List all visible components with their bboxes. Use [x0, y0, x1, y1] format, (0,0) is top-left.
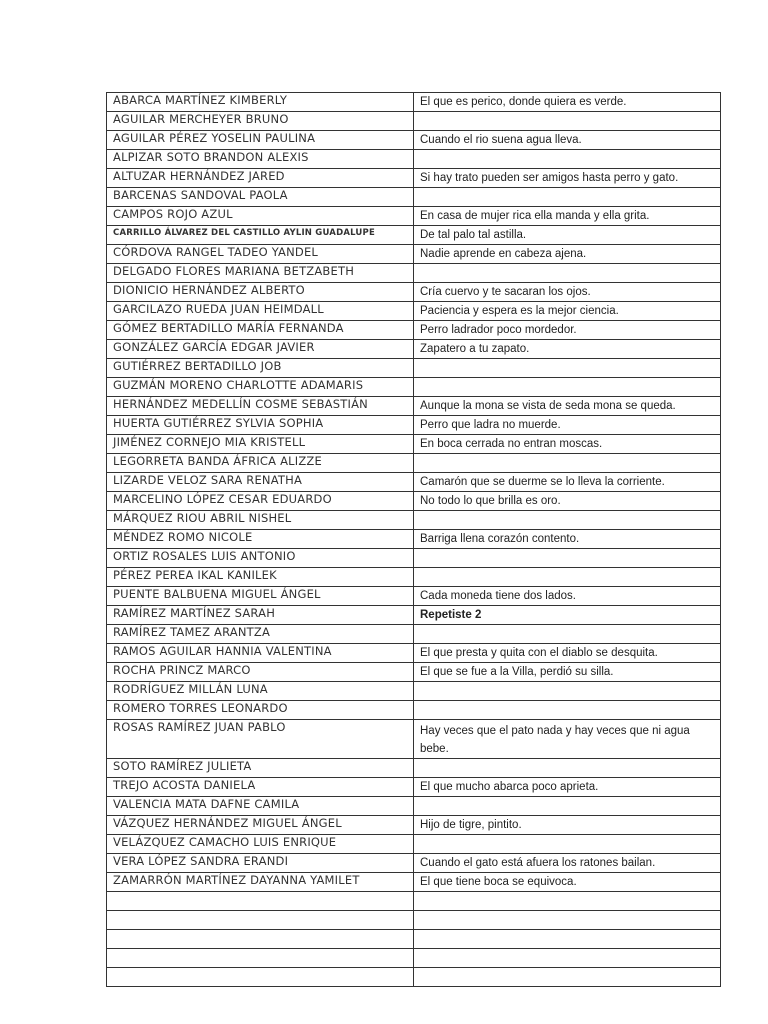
roster-body: [107, 93, 721, 987]
table-row: [107, 264, 721, 283]
saying-cell: [414, 759, 721, 778]
student-name-cell: TREJO ACOSTA DANIELA: [107, 778, 414, 797]
student-name-cell: GONZÁLEZ GARCÍA EDGAR JAVIER: [107, 340, 414, 359]
table-row: [107, 892, 721, 911]
table-row: [107, 854, 721, 873]
student-name-cell: ALPIZAR SOTO BRANDON ALEXIS: [107, 150, 414, 169]
student-name-cell: [107, 892, 414, 911]
student-name-cell: [107, 949, 414, 968]
saying-cell: En casa de mujer rica ella manda y ella grita.: [414, 207, 721, 226]
saying-cell: De tal palo tal astilla.: [414, 226, 721, 245]
roster-table: [106, 92, 721, 987]
saying-cell: Si hay trato pueden ser amigos hasta perro y gato.: [414, 169, 721, 188]
saying-cell: [414, 188, 721, 207]
table-row: [107, 530, 721, 549]
table-row: [107, 568, 721, 587]
saying-cell: [414, 150, 721, 169]
saying-cell: Cada moneda tiene dos lados.: [414, 587, 721, 606]
student-name-cell: DIONICIO HERNÁNDEZ ALBERTO: [107, 283, 414, 302]
student-name-cell: [107, 968, 414, 987]
saying-cell: [414, 682, 721, 701]
student-name-cell: AGUILAR MERCHEYER BRUNO: [107, 112, 414, 131]
saying-cell: No todo lo que brilla es oro.: [414, 492, 721, 511]
student-name-cell: ALTUZAR HERNÁNDEZ JARED: [107, 169, 414, 188]
table-row: [107, 378, 721, 397]
saying-cell: Cuando el gato está afuera los ratones bailan.: [414, 854, 721, 873]
student-name-cell: ROSAS RAMÍREZ JUAN PABLO: [107, 720, 414, 759]
student-name-cell: RAMOS AGUILAR HANNIA VALENTINA: [107, 644, 414, 663]
student-name-cell: CARRILLO ÁLVAREZ DEL CASTILLO AYLIN GUADALUPE: [107, 226, 414, 245]
saying-cell: [414, 892, 721, 911]
table-row: [107, 169, 721, 188]
saying-cell: [414, 378, 721, 397]
student-name-cell: [107, 930, 414, 949]
table-row: [107, 968, 721, 987]
student-name-cell: MÁRQUEZ RIOU ABRIL NISHEL: [107, 511, 414, 530]
saying-cell: [414, 968, 721, 987]
table-row: [107, 454, 721, 473]
student-name-cell: HUERTA GUTIÉRREZ SYLVIA SOPHIA: [107, 416, 414, 435]
saying-cell: [414, 454, 721, 473]
student-name-cell: ROMERO TORRES LEONARDO: [107, 701, 414, 720]
student-name-cell: PÉREZ PEREA IKAL KANILEK: [107, 568, 414, 587]
table-row: [107, 663, 721, 682]
table-row: [107, 416, 721, 435]
student-name-cell: MARCELINO LÓPEZ CESAR EDUARDO: [107, 492, 414, 511]
table-row: [107, 207, 721, 226]
student-name-cell: ROCHA PRINCZ MARCO: [107, 663, 414, 682]
saying-cell: [414, 911, 721, 930]
saying-cell: Perro ladrador poco mordedor.: [414, 321, 721, 340]
table-row: [107, 911, 721, 930]
table-row: [107, 701, 721, 720]
student-name-cell: GÓMEZ BERTADILLO MARÍA FERNANDA: [107, 321, 414, 340]
student-name-cell: CAMPOS ROJO AZUL: [107, 207, 414, 226]
student-name-cell: JIMÉNEZ CORNEJO MIA KRISTELL: [107, 435, 414, 454]
table-row: [107, 188, 721, 207]
student-name-cell: GARCILAZO RUEDA JUAN HEIMDALL: [107, 302, 414, 321]
table-row: [107, 606, 721, 625]
table-row: [107, 835, 721, 854]
student-name-cell: VELÁZQUEZ CAMACHO LUIS ENRIQUE: [107, 835, 414, 854]
saying-cell: [414, 949, 721, 968]
saying-cell: Nadie aprende en cabeza ajena.: [414, 245, 721, 264]
table-row: [107, 682, 721, 701]
student-name-cell: SOTO RAMÍREZ JULIETA: [107, 759, 414, 778]
table-row: [107, 511, 721, 530]
table-row: [107, 644, 721, 663]
student-name-cell: LEGORRETA BANDA ÁFRICA ALIZZE: [107, 454, 414, 473]
saying-cell: Cuando el rio suena agua lleva.: [414, 131, 721, 150]
saying-cell: Camarón que se duerme se lo lleva la corriente.: [414, 473, 721, 492]
student-name-cell: PUENTE BALBUENA MIGUEL ÁNGEL: [107, 587, 414, 606]
saying-cell: Zapatero a tu zapato.: [414, 340, 721, 359]
table-row: [107, 226, 721, 245]
saying-cell: El que mucho abarca poco aprieta.: [414, 778, 721, 797]
student-name-cell: ZAMARRÓN MARTÍNEZ DAYANNA YAMILET: [107, 873, 414, 892]
saying-cell: [414, 549, 721, 568]
saying-cell: En boca cerrada no entran moscas.: [414, 435, 721, 454]
saying-cell: Barriga llena corazón contento.: [414, 530, 721, 549]
saying-cell: Perro que ladra no muerde.: [414, 416, 721, 435]
student-name-cell: DELGADO FLORES MARIANA BETZABETH: [107, 264, 414, 283]
saying-cell: Paciencia y espera es la mejor ciencia.: [414, 302, 721, 321]
student-name-cell: GUTIÉRREZ BERTADILLO JOB: [107, 359, 414, 378]
saying-cell: [414, 568, 721, 587]
saying-cell: [414, 701, 721, 720]
student-name-cell: [107, 911, 414, 930]
saying-cell: [414, 112, 721, 131]
saying-cell: [414, 359, 721, 378]
saying-cell: [414, 511, 721, 530]
saying-cell: El que presta y quita con el diablo se desquita.: [414, 644, 721, 663]
student-name-cell: LIZARDE VELOZ SARA RENATHA: [107, 473, 414, 492]
table-row: [107, 949, 721, 968]
table-row: [107, 93, 721, 112]
table-row: [107, 549, 721, 568]
table-row: [107, 131, 721, 150]
student-name-cell: VALENCIA MATA DAFNE CAMILA: [107, 797, 414, 816]
student-name-cell: AGUILAR PÉREZ YOSELIN PAULINA: [107, 131, 414, 150]
table-row: [107, 435, 721, 454]
table-row: [107, 473, 721, 492]
student-name-cell: HERNÁNDEZ MEDELLÍN COSME SEBASTIÁN: [107, 397, 414, 416]
student-name-cell: RAMÍREZ TAMEZ ARANTZA: [107, 625, 414, 644]
saying-cell: Repetiste 2: [414, 606, 721, 625]
table-row: [107, 587, 721, 606]
student-name-cell: MÉNDEZ ROMO NICOLE: [107, 530, 414, 549]
table-row: [107, 397, 721, 416]
table-row: [107, 150, 721, 169]
student-name-cell: CÓRDOVA RANGEL TADEO YANDEL: [107, 245, 414, 264]
saying-cell: [414, 930, 721, 949]
saying-cell: Hijo de tigre, pintito.: [414, 816, 721, 835]
saying-cell: Aunque la mona se vista de seda mona se queda.: [414, 397, 721, 416]
table-row: [107, 930, 721, 949]
table-row: [107, 302, 721, 321]
saying-cell: Cría cuervo y te sacaran los ojos.: [414, 283, 721, 302]
student-name-cell: ABARCA MARTÍNEZ KIMBERLY: [107, 93, 414, 112]
saying-cell: El que es perico, donde quiera es verde.: [414, 93, 721, 112]
student-name-cell: ORTIZ ROSALES LUIS ANTONIO: [107, 549, 414, 568]
student-name-cell: RODRÍGUEZ MILLÁN LUNA: [107, 682, 414, 701]
table-row: [107, 492, 721, 511]
table-row: [107, 873, 721, 892]
table-row: [107, 797, 721, 816]
student-name-cell: RAMÍREZ MARTÍNEZ SARAH: [107, 606, 414, 625]
saying-cell: El que se fue a la Villa, perdió su silla.: [414, 663, 721, 682]
saying-cell: [414, 625, 721, 644]
student-name-cell: BARCENAS SANDOVAL PAOLA: [107, 188, 414, 207]
saying-cell: El que tiene boca se equivoca.: [414, 873, 721, 892]
student-name-cell: GUZMÁN MORENO CHARLOTTE ADAMARIS: [107, 378, 414, 397]
table-row: [107, 816, 721, 835]
table-row: [107, 283, 721, 302]
table-row: [107, 625, 721, 644]
table-row: [107, 245, 721, 264]
student-name-cell: VERA LÓPEZ SANDRA ERANDI: [107, 854, 414, 873]
table-row: [107, 321, 721, 340]
student-name-cell: VÁZQUEZ HERNÁNDEZ MIGUEL ÁNGEL: [107, 816, 414, 835]
table-row: [107, 759, 721, 778]
table-row: [107, 720, 721, 759]
table-row: [107, 778, 721, 797]
table-row: [107, 112, 721, 131]
saying-cell: [414, 797, 721, 816]
table-row: [107, 359, 721, 378]
saying-cell: [414, 264, 721, 283]
saying-cell: Hay veces que el pato nada y hay veces que ni agua bebe.: [414, 720, 721, 759]
table-row: [107, 340, 721, 359]
saying-cell: [414, 835, 721, 854]
